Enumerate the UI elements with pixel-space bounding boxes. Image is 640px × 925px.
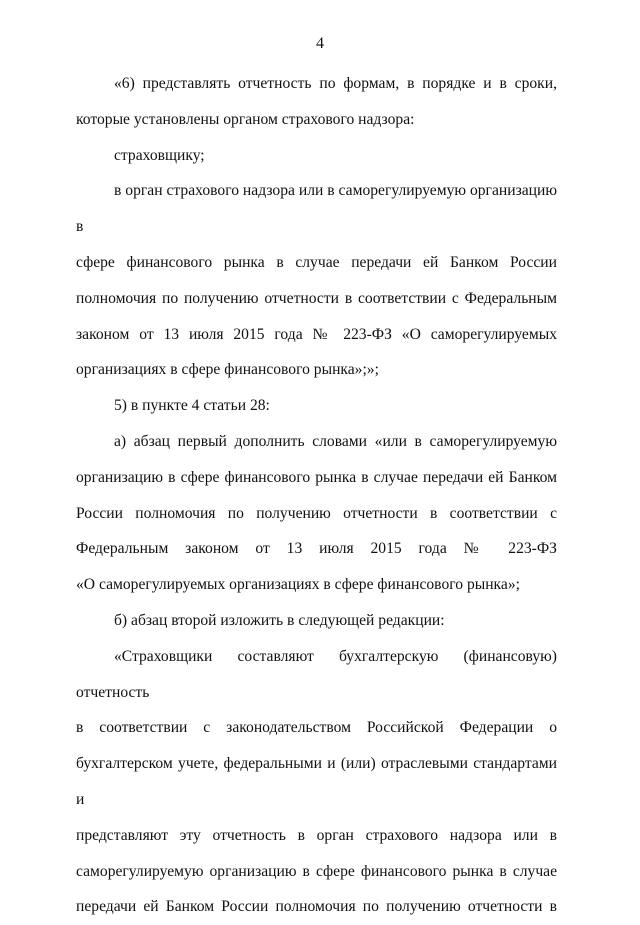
document-body xyxy=(76,66,557,925)
text-line: передачи ей Банком России полномочия по получению отчетности в xyxy=(76,898,557,916)
text-line: Федеральным законом от 13 июля 2015 года № 223-ФЗ xyxy=(76,540,557,558)
text-line: 5) в пункте 4 статьи 28: xyxy=(114,397,270,415)
text-line: страховщику; xyxy=(114,146,205,164)
text-line: саморегулируемую организацию в сфере финансового рынка в случае xyxy=(76,862,557,880)
text-line: представляют эту отчетность в орган страхового надзора или в xyxy=(76,826,557,844)
text-line: «Страховщики составляют бухгалтерскую (финансовую) отчетность xyxy=(76,647,557,701)
text-line: а) абзац первый дополнить словами «или в саморегулируемую xyxy=(114,432,557,450)
text-line: сфере финансового рынка в случае передачи ей Банком России xyxy=(76,253,557,271)
paragraph-item-6 xyxy=(76,66,557,138)
paragraph-insurer xyxy=(76,138,557,174)
text-line: организацию в сфере финансового рынка в случае передачи ей Банком xyxy=(76,468,557,486)
paragraph-item-5 xyxy=(76,388,557,424)
text-line: «О саморегулируемых организациях в сфере финансового рынка»; xyxy=(76,576,520,594)
text-line: бухгалтерском учете, федеральными и (или) отраслевыми стандартами и xyxy=(76,755,557,808)
text-line: организациях в сфере финансового рынка»;»; xyxy=(76,361,379,379)
text-line: в соответствии с законодательством Российской Федерации о xyxy=(76,719,557,737)
paragraph-new-wording xyxy=(76,639,557,925)
text-line: полномочия по получению отчетности в соответствии с Федеральным xyxy=(76,289,557,307)
paragraph-subitem-b xyxy=(76,603,557,639)
text-line: «6) представлять отчетность по формам, в порядке и в сроки, xyxy=(114,75,557,92)
text-line: законом от 13 июля 2015 года № 223-ФЗ «О саморегулируемых xyxy=(76,325,557,343)
text-line: России полномочия по получению отчетности в соответствии с xyxy=(76,504,557,522)
paragraph-supervision-body xyxy=(76,173,557,388)
text-line: которые установлены органом страхового надзора: xyxy=(76,110,415,128)
paragraph-subitem-a xyxy=(76,424,557,603)
page-number: 4 xyxy=(316,35,324,52)
text-line: в орган страхового надзора или в саморегулируемую организацию в xyxy=(76,182,557,236)
text-line: б) абзац второй изложить в следующей редакции: xyxy=(114,611,445,629)
